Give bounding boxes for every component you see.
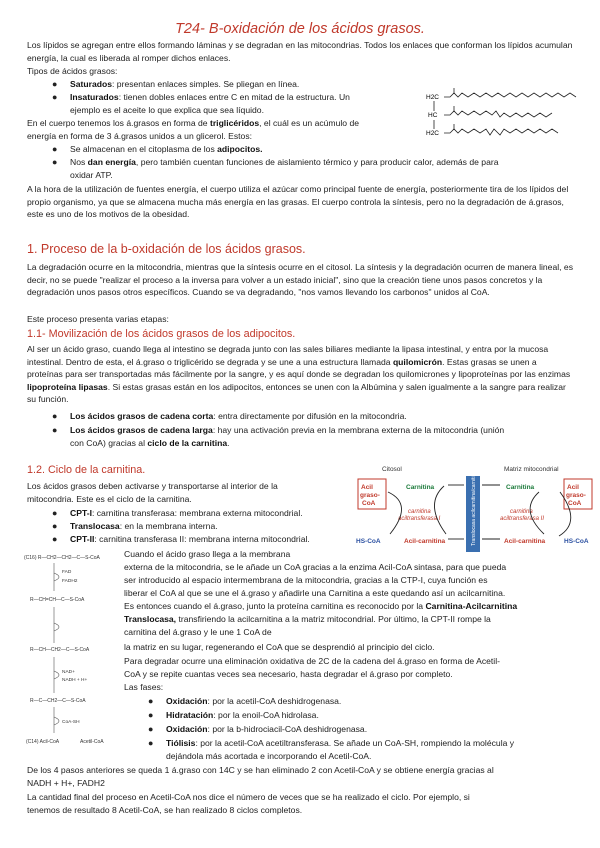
ciclo-line: Translocasa, transfiriendo la acilcarnitina a la matriz mitocondrial. Por último, la CPT-II rompe la xyxy=(124,614,491,624)
ciclo-line: ser introducido al espacio intermembrana de la mitocondria, gracias a la CTP-I, cuya función es xyxy=(124,575,488,585)
fase-oxidacion-1: Oxidación: por la acetil-CoA deshidrogenasa. xyxy=(166,696,342,706)
arrow xyxy=(388,492,402,534)
glycerol-label: HC xyxy=(428,112,438,119)
carnitine-cycle-diagram xyxy=(354,462,596,552)
triglyceride-figure xyxy=(424,87,586,145)
saturados-item: Saturados: presentan enlaces simples. Se pliegan en línea. xyxy=(70,79,300,89)
cuerpo-line-2: energía en forma de 3 á.grasos unidos a un glicerol. Estos: xyxy=(27,131,253,141)
bullet: ● xyxy=(148,696,154,706)
tipos-label: Tipos de ácidos grasos: xyxy=(27,66,118,76)
acil-graso-coa-left: CoA xyxy=(362,500,376,507)
section-1-2-heading: 1.2. Ciclo de la carnitina. xyxy=(27,464,146,476)
beta-start-label: (C16) R—CH2—CH2—C—S-CoA xyxy=(24,555,100,561)
ciclo-intro-2: mitocondria. Este es el ciclo de la carnitina. xyxy=(27,494,192,504)
beta-oxidation-figure xyxy=(24,547,124,752)
nad-label: NAD+ xyxy=(62,670,75,675)
fase-hidratacion: Hidratación: por la enoil-CoA hidrolasa. xyxy=(166,710,319,720)
bullet: ● xyxy=(148,710,154,720)
acil-carnitina-left: Acil-carnitina xyxy=(404,538,446,545)
ciclo-line: Cuando el ácido graso llega a la membrana xyxy=(124,549,291,559)
bullet: ● xyxy=(52,79,58,89)
enoyl-coa-label: R—CH=CH—C—S-CoA xyxy=(30,597,85,603)
almacen-item: Se almacenan en el citoplasma de los adipocitos. xyxy=(70,144,263,154)
coash-label: CoA-SH xyxy=(62,720,80,725)
bullet: ● xyxy=(52,92,58,102)
bullet: ● xyxy=(52,508,58,518)
arrow xyxy=(434,486,446,534)
cpt1-item: CPT-I: carnitina transferasa: membrana externa mitocondrial. xyxy=(70,508,303,518)
bullet: ● xyxy=(52,425,58,435)
bullet: ● xyxy=(52,411,58,421)
fases-label: Las fases: xyxy=(124,682,164,692)
nadh-label: NADH + H+ xyxy=(62,678,88,683)
section-1-1-heading: 1.1- Movilización de los ácidos grasos de los adipocitos. xyxy=(27,328,296,340)
translocase-label: Translocasa acilcarnitina/carnitina xyxy=(471,470,477,546)
intro-final-paragraph: A la hora de la utilización de fuentes energía, el cuerpo utiliza el azúcar como principal fuente de energía, posteriormente tira de los lípidos del propio organismo, ya que se almacena mucha más energía en las grasas. El cuerpo controla la síntesis, pero no la degradación de á.grasos, este es uno de los motivos de la obesidad. xyxy=(27,184,569,220)
section-1-stages: Este proceso presenta varias etapas: xyxy=(27,314,169,324)
bullet: ● xyxy=(52,157,58,167)
acil-graso-coa-right: Acil xyxy=(567,484,579,491)
bullet: ● xyxy=(148,738,154,748)
fase-tiolisis: Tiólisis: por la acetil-CoA acetiltransferasa. Se añade un CoA-SH, rompiendo la molécula y xyxy=(166,738,515,748)
section-1-1-paragraph: Al ser un ácido graso, cuando llega al intestino se degrada junto con las sales biliares mediante la lipasa intestinal, y entra por la mucosa intestinal. Dentro de esta, el á.graso o triglicérido se degrada y se une a una estructura llamada quilomicrón. Estas grasas se unen a proteínas para ser transportadas más fácilmente por la sangre, y es aquí donde se degradan los quilomicrones y lipoproteínas por las enzimas lipoproteína lipasas. Si estas grasas están en los adipocitos, entonces se unen con la Albúmina y salen igualmente a la sangre para realizar su función. xyxy=(27,344,571,405)
end-line: De los 4 pasos anteriores se queda 1 á.graso con 14C y se han eliminado 2 con Acetil-CoA y se obtiene energía gracias al xyxy=(27,765,494,775)
insaturados-item-cont: ejemplo es el aceite lo que explica que sea líquido. xyxy=(70,105,264,115)
cpt2-item: CPT-II: carnitina transferasa II: membrana interna mitocondrial. xyxy=(70,534,310,544)
ciclo-line: externa de la mitocondria, se le añade un CoA gracias a la enzima Acil-CoA sintasa, para que pueda xyxy=(124,562,507,572)
carnitina-left: Carnitina xyxy=(406,484,435,491)
hs-coa-right: HS-CoA xyxy=(564,538,589,545)
acil-graso-coa-left: graso- xyxy=(360,492,380,499)
end-line: La cantidad final del proceso en Acetil-CoA nos dice el número de veces que se ha realizado el ciclo. Por ejemplo, si xyxy=(27,792,470,802)
ciclo-line: Para degradar ocurre una eliminación oxidativa de 2C de la cadena del á.graso en forma de Acetil- xyxy=(124,656,500,666)
energia-item-cont: oxidar ATP. xyxy=(70,170,113,180)
ciclo-line: carnitina del á.graso y le une 1 CoA de xyxy=(124,627,272,637)
ketoacyl-coa-label: R—C—CH2—C—S-CoA xyxy=(30,698,86,704)
cat1-label: aciltransferasa I xyxy=(398,516,441,522)
fase-oxidacion-2: Oxidación: por la b-hidrociacil-CoA deshidrogenasa. xyxy=(166,724,368,734)
acil-graso-coa-right: graso- xyxy=(566,492,586,499)
bullet: ● xyxy=(52,521,58,531)
acil-carnitina-right: Acil-carnitina xyxy=(504,538,546,545)
ciclo-line: CoA y se repite cuantas veces sea necesario, hasta degradar el á.graso por completo. xyxy=(124,669,453,679)
matriz-label: Matriz mitocondrial xyxy=(504,466,559,473)
ciclo-intro-1: Los ácidos grasos deben activarse y transportarse al interior de la xyxy=(27,481,278,491)
bullet: ● xyxy=(52,144,58,154)
energia-item: Nos dan energía, pero también cuentan funciones de aislamiento térmico y para producir calor, además de para xyxy=(70,157,499,167)
intro-paragraph: Los lípidos se agregan entre ellos formando láminas y se degradan en las mitocondrias. Todos los enlaces que conforman los lípidos acumulan energía, la cual es liberada al romper dichos enlaces. xyxy=(27,40,573,63)
fad-label: FAD xyxy=(62,570,72,575)
ciclo-line: la matriz en su lugar, regenerando el CoA que se desprendió al principio del ciclo. xyxy=(124,642,435,652)
citosol-label: Citosol xyxy=(382,466,402,473)
page-title: T24- B-oxidación de los ácidos grasos. xyxy=(175,21,425,37)
cat2-label: aciltransferasa II xyxy=(500,516,545,522)
acil-graso-coa-right: CoA xyxy=(568,500,582,507)
end-line: NADH + H+, FADH2 xyxy=(27,778,105,788)
cat2-label: carnitina xyxy=(510,509,533,515)
translocasa-item: Translocasa: en la membrana interna. xyxy=(70,521,218,531)
bullet: ● xyxy=(52,534,58,544)
fase-tiolisis-cont: dejándola más acortada e incorporando el Acetil-CoA. xyxy=(166,751,372,761)
bullet: ● xyxy=(148,724,154,734)
cadena-larga-item: Los ácidos grasos de cadena larga: hay una activación previa en la membrana externa de la mitocondria (unión xyxy=(70,425,505,435)
acyl-coa-end-label: (C14) Acil-CoA xyxy=(26,739,60,745)
ciclo-line: liberar el CoA al que se une el á.graso y añadirle una Carnitina a este quedando así un acilcarnitina. xyxy=(124,588,506,598)
fadh2-label: FADH2 xyxy=(62,579,78,584)
cuerpo-line-1: En el cuerpo tenemos los á.grasos en forma de triglicéridos, el cuál es un acúmulo de xyxy=(27,118,359,128)
carnitina-right: Carnitina xyxy=(506,484,535,491)
end-line: tenemos de resultado 8 Acetil-CoA, se han realizado 8 ciclos completos. xyxy=(27,805,303,815)
section-1-heading: 1. Proceso de la b-oxidación de los ácidos grasos. xyxy=(27,242,306,256)
acil-graso-coa-left: Acil xyxy=(361,484,373,491)
ciclo-line: Es entonces cuando el á.graso, junto la proteína carnitina es reconocido por la Carnitina-Acilcarnitina xyxy=(124,601,518,611)
glycerol-label: H2C xyxy=(426,94,440,101)
hydroxyacyl-coa-label: R—CH—CH2—C—S-CoA xyxy=(30,647,90,653)
cadena-corta-item: Los ácidos grasos de cadena corta: entra directamente por difusión en la mitocondria. xyxy=(70,411,407,421)
insaturados-item: Insaturados: tienen dobles enlaces entre C en mitad de la estructura. Un xyxy=(70,92,350,102)
cat1-label: carnitina xyxy=(408,509,431,515)
section-1-paragraph: La degradación ocurre en la mitocondria, mientras que la síntesis ocurre en el citosol. La síntesis y la degradación ocurren de manera lineal, es decir, no se puede "realizar el proceso a la inversa para volver a un estado inicial", sino que la creación tiene unos pasos concretos y la degradación unos pasos otros específicos. Cuando se va degradando, "nos vamos llevando los carbonos" unidos al CoA. xyxy=(27,262,574,298)
glycerol-label: H2C xyxy=(426,130,440,137)
acetyl-coa-label: Acetil-CoA xyxy=(80,739,104,745)
cadena-larga-item-cont: con CoA) gracias al ciclo de la carnitina. xyxy=(70,438,230,448)
hs-coa-left: HS-CoA xyxy=(356,538,381,545)
